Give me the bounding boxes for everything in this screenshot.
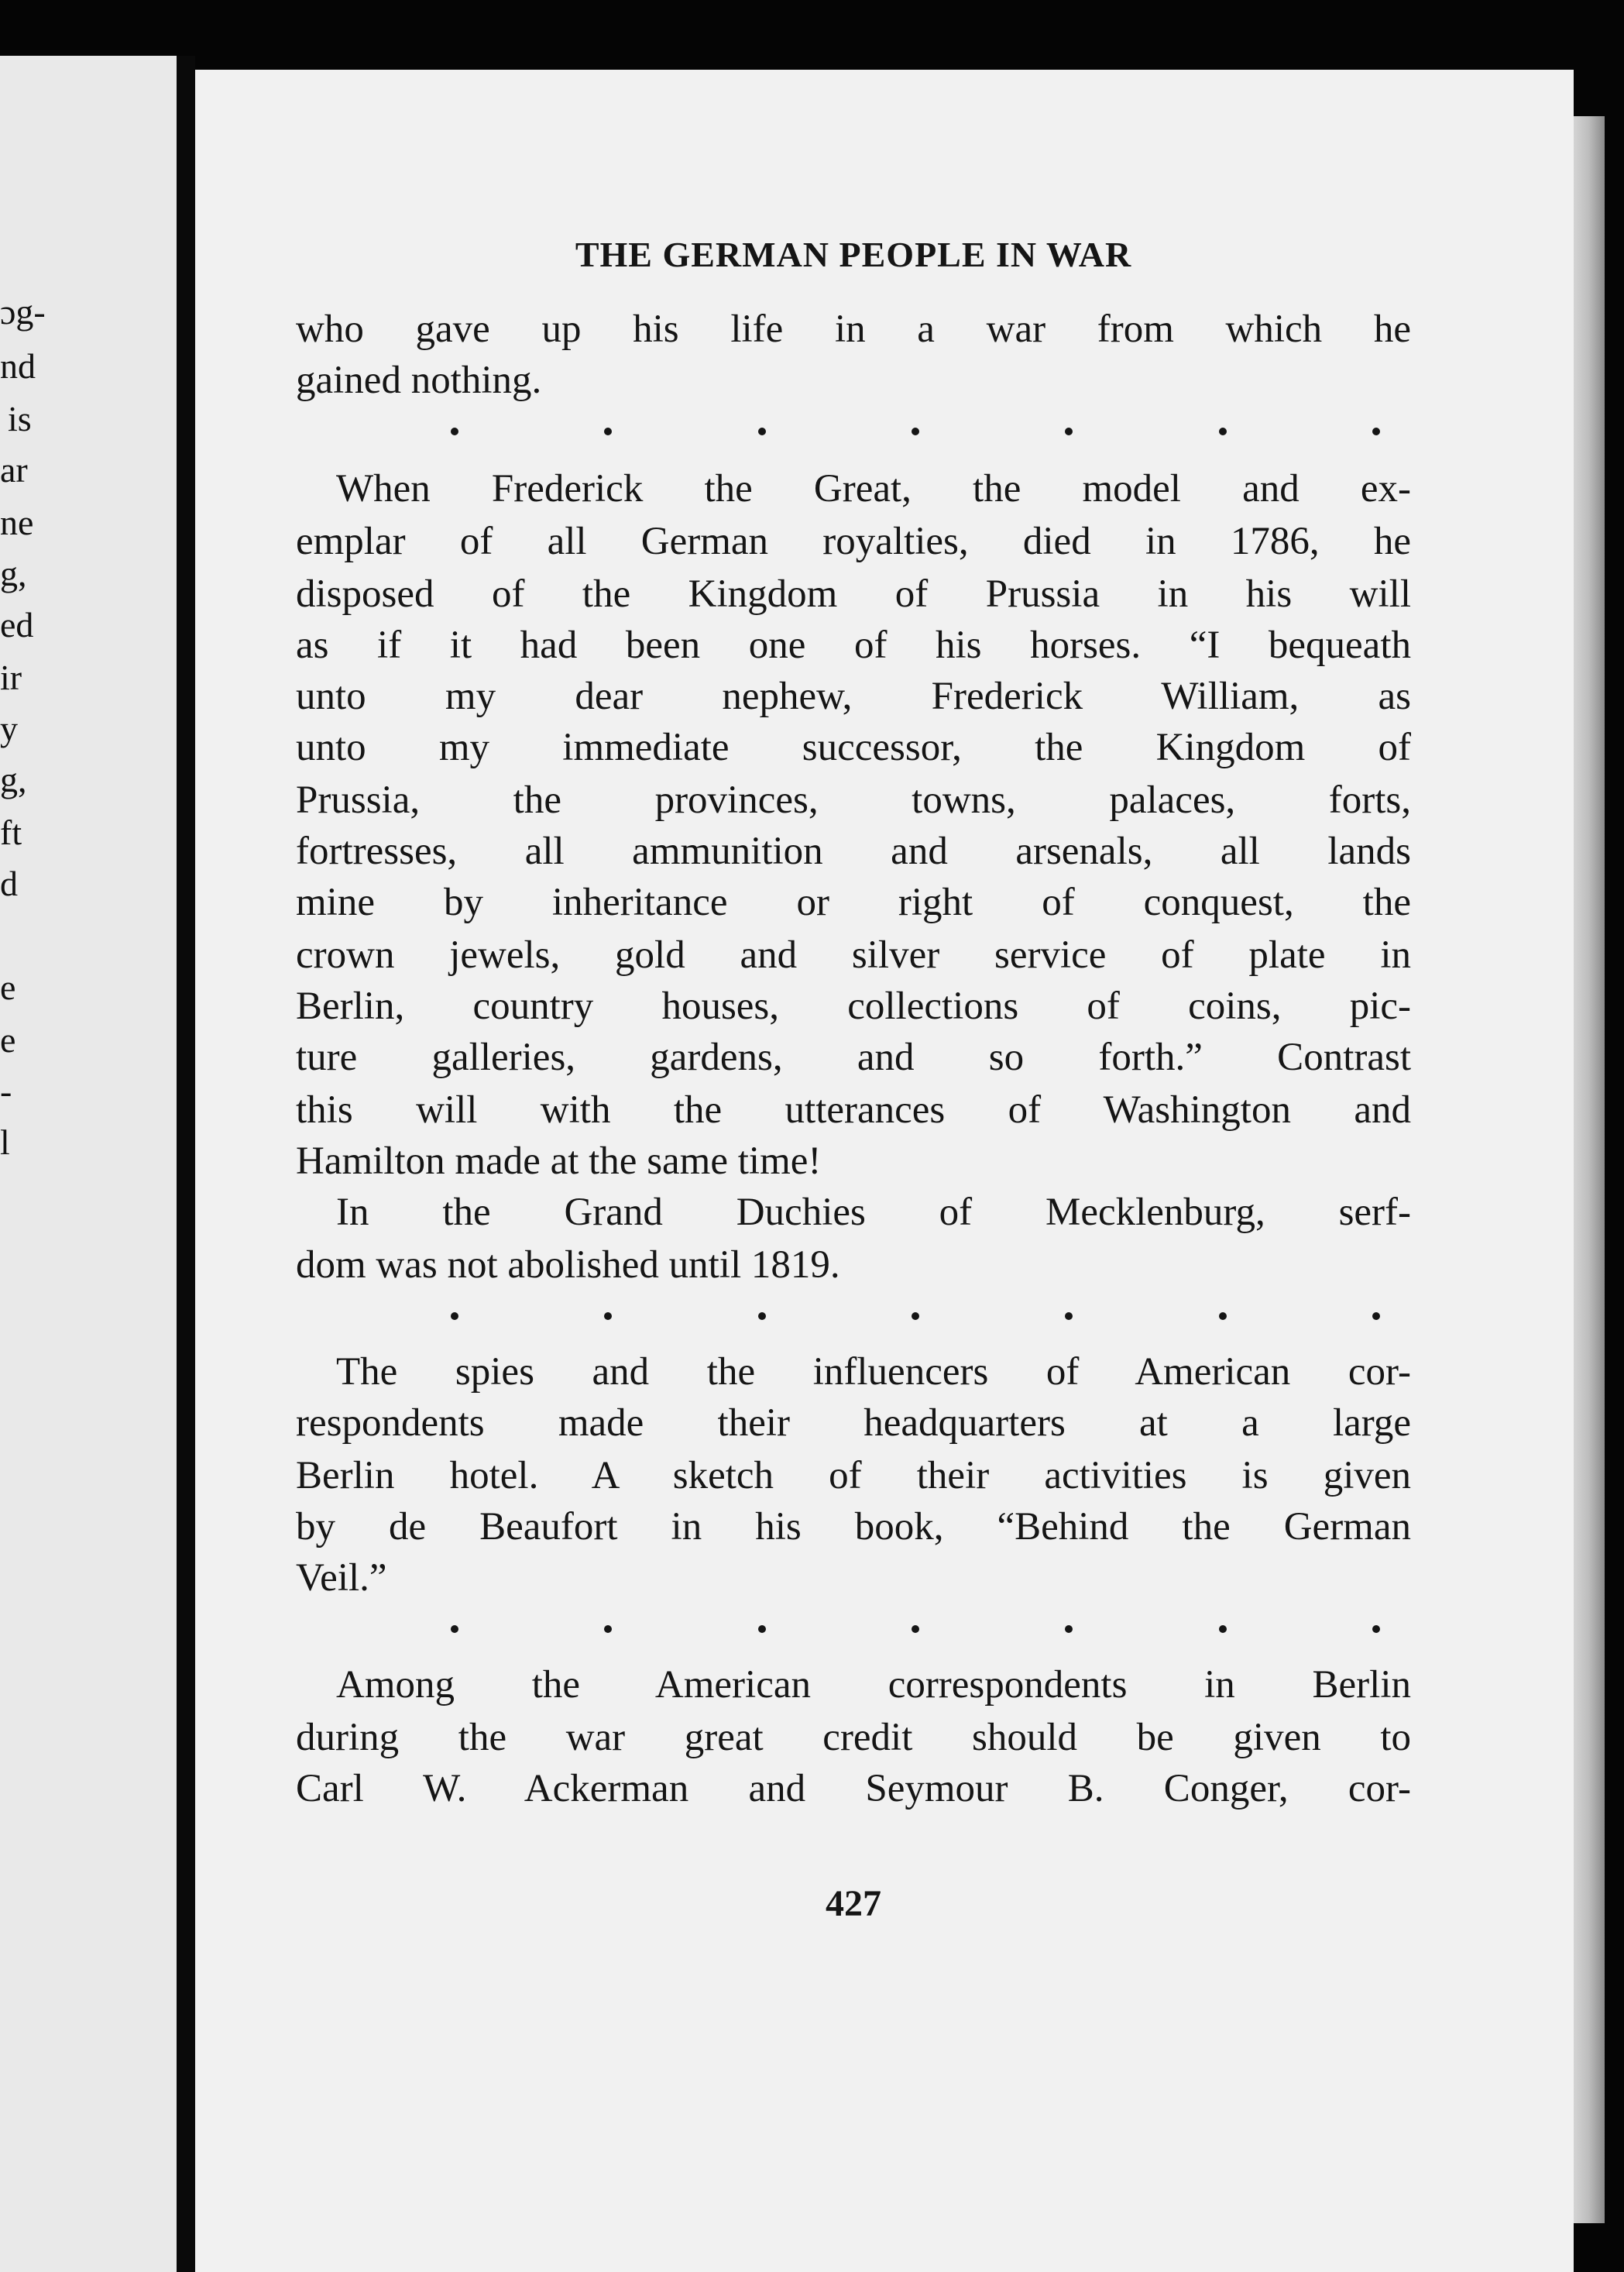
section-break-dots: [451, 1312, 1380, 1320]
text-line: this will with the utterances of Washington and: [296, 1088, 1411, 1132]
ornament-dot: [758, 1312, 766, 1320]
ornament-dot: [604, 1312, 612, 1320]
left-page-fragment: is: [8, 399, 32, 438]
ornament-dot: [1372, 1625, 1380, 1633]
ornament-dot: [451, 428, 458, 435]
left-page-fragment: ne: [0, 503, 34, 542]
ornament-dot: [1065, 428, 1073, 435]
text-line: emplar of all German royalties, died in 1786, he: [296, 520, 1411, 563]
text-line: during the war great credit should be given to: [296, 1716, 1411, 1759]
text-line: who gave up his life in a war from which he: [296, 308, 1411, 351]
left-page-fragment: e: [0, 968, 16, 1007]
section-break-dots: [451, 1625, 1380, 1633]
ornament-dot: [1219, 1312, 1227, 1320]
left-page-fragment: g,: [0, 760, 27, 799]
left-page-fragment: nd: [0, 346, 36, 386]
text-line: as if it had been one of his horses. “I bequeath: [296, 624, 1411, 667]
ornament-dot: [912, 428, 919, 435]
left-page-fragment: l: [0, 1122, 10, 1162]
text-line: Prussia, the provinces, towns, palaces, forts,: [296, 779, 1411, 822]
text-line: gained nothing.: [296, 359, 542, 402]
ornament-dot: [758, 428, 766, 435]
left-page-fragment: ɔg-: [0, 292, 46, 332]
ornament-dot: [1372, 1312, 1380, 1320]
text-line: Berlin, country houses, collections of coins, pic-: [296, 985, 1411, 1028]
text-line: mine by inheritance or right of conquest, the: [296, 881, 1411, 924]
text-line: dom was not abolished until 1819.: [296, 1243, 840, 1287]
book-gutter: [177, 56, 195, 2272]
text-line: respondents made their headquarters at a large: [296, 1401, 1411, 1445]
running-head: THE GERMAN PEOPLE IN WAR: [575, 235, 1132, 274]
left-page-fragment: y: [0, 709, 18, 748]
text-line: Berlin hotel. A sketch of their activities is given: [296, 1454, 1411, 1497]
text-line: unto my dear nephew, Frederick William, as: [296, 675, 1411, 718]
ornament-dot: [1065, 1312, 1073, 1320]
left-page-fragment: g,: [0, 554, 27, 593]
ornament-dot: [451, 1625, 458, 1633]
ornament-dot: [912, 1312, 919, 1320]
left-page-edge: [0, 56, 177, 2272]
left-page-fragment: e: [0, 1020, 16, 1060]
text-line: unto my immediate successor, the Kingdom of: [296, 726, 1411, 769]
page-stack-edge: [1574, 116, 1605, 2223]
text-line: When Frederick the Great, the model and ex-: [336, 467, 1411, 510]
text-line: Hamilton made at the same time!: [296, 1139, 822, 1183]
text-line: ture galleries, gardens, and so forth.” Contrast: [296, 1036, 1411, 1079]
left-page-fragment: ar: [0, 450, 28, 490]
text-line: crown jewels, gold and silver service of plate in: [296, 933, 1411, 977]
text-line: disposed of the Kingdom of Prussia in his will: [296, 572, 1411, 616]
left-page-fragment: -: [0, 1071, 12, 1111]
ornament-dot: [1372, 428, 1380, 435]
left-page-fragment: ir: [0, 658, 22, 697]
ornament-dot: [1065, 1625, 1073, 1633]
text-line: Carl W. Ackerman and Seymour B. Conger, cor-: [296, 1767, 1411, 1810]
ornament-dot: [758, 1625, 766, 1633]
page-number: 427: [826, 1883, 881, 1924]
ornament-dot: [1219, 1625, 1227, 1633]
ornament-dot: [1219, 428, 1227, 435]
text-line: The spies and the influencers of American cor-: [336, 1350, 1411, 1394]
text-line: Veil.”: [296, 1556, 387, 1600]
left-page-fragment: d: [0, 864, 18, 903]
text-line: by de Beaufort in his book, “Behind the German: [296, 1505, 1411, 1548]
left-page-fragment: ft: [0, 813, 22, 852]
text-line: fortresses, all ammunition and arsenals, all lands: [296, 830, 1411, 873]
ornament-dot: [604, 428, 612, 435]
text-line: Among the American correspondents in Berlin: [336, 1663, 1411, 1707]
left-page-fragment: ed: [0, 605, 34, 644]
section-break-dots: [451, 428, 1380, 435]
text-line: In the Grand Duchies of Mecklenburg, serf-: [336, 1191, 1411, 1234]
right-page: [195, 70, 1574, 2272]
ornament-dot: [451, 1312, 458, 1320]
ornament-dot: [912, 1625, 919, 1633]
ornament-dot: [604, 1625, 612, 1633]
